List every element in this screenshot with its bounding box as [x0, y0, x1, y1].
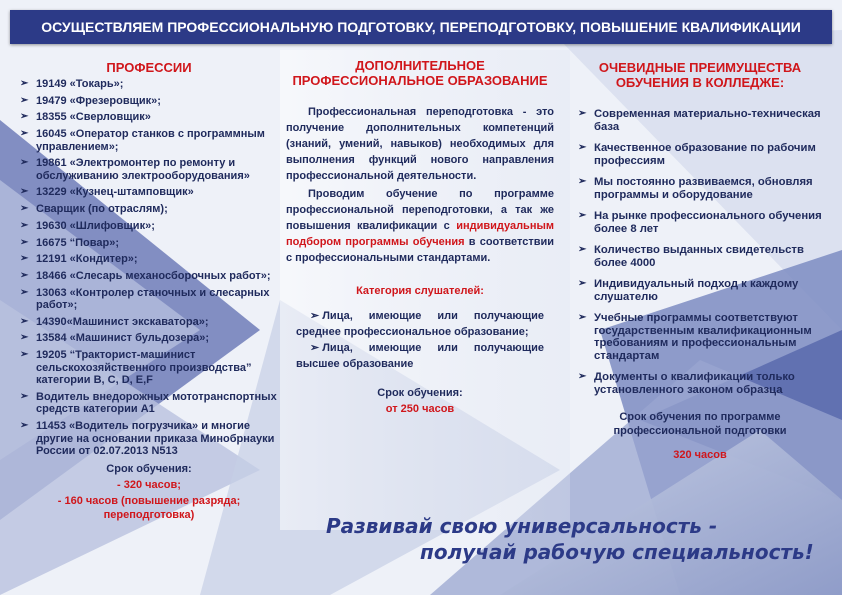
advantages-list [576, 108, 824, 396]
arrow-bullet-icon: ➢ [20, 420, 29, 431]
list-item: ➢ Водитель внедорожных мототранспортных средств категории A1 [20, 390, 277, 416]
page-header: ОСУЩЕСТВЛЯЕМ ПРОФЕССИОНАЛЬНУЮ ПОДГОТОВКУ, ПЕРЕПОДГОТОВКУ, ПОВЫШЕНИЕ КВАЛИФИКАЦИИ [10, 10, 832, 44]
advantages-duration-value: 320 часов [673, 449, 727, 461]
professions-duration-2: - 160 часов (повышение разряда; переподготовка) [57, 494, 241, 521]
list-item: ➢ Мы постоянно развиваемся, обновляя программы и оборудование [578, 176, 813, 201]
advantages-title: ОЧЕВИДНЫЕ ПРЕИМУЩЕСТВА ОБУЧЕНИЯ В КОЛЛЕДЖЕ: [598, 60, 802, 90]
additional-duration-value: от 250 часов [385, 403, 455, 415]
list-item: ➢ 16675 “Повар»; [20, 236, 120, 249]
paragraph-retraining: Профессиональная переподготовка - это получение дополнительных компетенций (знаний, умений, навыков) необходимых для выполнения функций нового направления профессиональной деятельности. [286, 106, 554, 182]
arrow-bullet-icon: ➢ [20, 269, 29, 281]
arrow-bullet-icon: ➢ [20, 315, 29, 327]
arrow-bullet-icon: ➢ [20, 286, 29, 298]
list-item: ➢ 19861 «Электромонтер по ремонту и обслуживанию электрооборудования» [20, 157, 250, 182]
arrow-bullet-icon: ➢ [20, 78, 29, 89]
arrow-bullet-icon: ➢ [20, 349, 29, 361]
arrow-bullet-icon: ➢ [578, 371, 587, 382]
list-item: ➢ Лица, имеющие или получающие высшее образование [296, 342, 544, 370]
additional-education-column [286, 58, 554, 416]
arrow-bullet-icon: ➢ [578, 210, 587, 221]
arrow-bullet-icon: ➢ [578, 278, 587, 289]
list-item: ➢ Сварщик (по отраслям); [20, 203, 168, 216]
slogan-line-2: получай рабочую специальность! [420, 540, 814, 564]
arrow-bullet-icon: ➢ [578, 142, 587, 153]
list-item: ➢ 16045 «Оператор станков с программным управлением»; [20, 128, 265, 153]
list-item: ➢ 13584 «Машинист бульдозера»; [20, 332, 210, 345]
category-title: Категория слушателей: [356, 285, 484, 297]
arrow-bullet-icon: ➢ [578, 312, 587, 323]
professions-duration-label: Срок обучения: [106, 462, 192, 475]
arrow-bullet-icon: ➢ [20, 94, 29, 106]
arrow-bullet-icon: ➢ [310, 342, 320, 354]
list-item: ➢ Документы о квалификации только установленного законом образца [578, 371, 795, 396]
professions-title: ПРОФЕССИИ [106, 60, 192, 75]
list-item: ➢ 11453 «Водитель погрузчика» и многие другие на основании приказа Минобрнауки России от 02.07.2013 N513 [20, 420, 275, 457]
list-item: ➢ На рынке профессионального обучения более 8 лет [578, 210, 822, 235]
arrow-bullet-icon: ➢ [20, 332, 29, 344]
list-item: ➢ 19630 «Шлифовщик»; [20, 219, 155, 232]
arrow-bullet-icon: ➢ [20, 111, 29, 123]
slogan-line-1: Развивай свою универсальность - [326, 514, 718, 538]
list-item: ➢ 19479 «Фрезеровщик»; [20, 94, 161, 107]
advantages-column [576, 60, 824, 462]
professions-column [18, 60, 280, 522]
professions-list [18, 78, 280, 458]
arrow-bullet-icon: ➢ [310, 310, 320, 322]
arrow-bullet-icon: ➢ [20, 186, 29, 198]
arrow-bullet-icon: ➢ [20, 236, 29, 248]
list-item: ➢ Учебные программы соответствуют государственным квалификационным требованиям и профессиональным стандартам [578, 312, 812, 362]
additional-duration-label: Срок обучения: [377, 387, 463, 399]
additional-education-title: ДОПОЛНИТЕЛЬНОЕ ПРОФЕССИОНАЛЬНОЕ ОБРАЗОВАНИЕ [292, 58, 548, 88]
list-item: ➢ 18466 «Слесарь механосборочных работ»; [20, 269, 271, 282]
list-item: ➢ Индивидуальный подход к каждому слушателю [578, 278, 799, 303]
list-item: ➢ Лица, имеющие или получающие среднее профессиональное образование; [296, 310, 544, 338]
list-item: ➢ Современная материально-техническая база [578, 108, 821, 133]
arrow-bullet-icon: ➢ [20, 253, 29, 265]
arrow-bullet-icon: ➢ [20, 203, 29, 215]
professions-duration-1: - 320 часов; [117, 478, 181, 491]
arrow-bullet-icon: ➢ [578, 108, 587, 119]
advantages-duration-label: Срок обучения по программе профессиональной подготовки [613, 411, 787, 437]
arrow-bullet-icon: ➢ [578, 176, 587, 187]
list-item: ➢ Количество выданных свидетельств более 4000 [578, 244, 804, 269]
arrow-bullet-icon: ➢ [20, 390, 29, 402]
arrow-bullet-icon: ➢ [20, 219, 29, 231]
list-item: ➢ 12191 «Кондитер»; [20, 253, 138, 266]
list-item: ➢ 14390«Машинист экскаватора»; [20, 315, 209, 328]
arrow-bullet-icon: ➢ [20, 157, 29, 169]
list-item: ➢ 13063 «Контролер станочных и слесарных работ»; [20, 286, 270, 312]
paragraph-training: Проводим обучение по программе профессиональной переподготовки, а так же повышения квалификации с индивидуальным подбором программы обучения в соответствии с профессиональными стандартами. [286, 188, 554, 264]
arrow-bullet-icon: ➢ [578, 244, 587, 255]
list-item: ➢ 18355 «Сверловщик» [20, 111, 151, 124]
list-item: ➢ Качественное образование по рабочим профессиям [578, 142, 816, 167]
list-item: ➢ 19205 “Тракторист-машинист сельскохозяйственного производства” категории B, C, D, E,F [20, 349, 252, 387]
list-item: ➢ 13229 «Кузнец-штамповщик» [20, 186, 194, 199]
arrow-bullet-icon: ➢ [20, 128, 29, 140]
list-item: ➢ 19149 «Токарь»; [20, 78, 124, 90]
category-list [286, 308, 554, 372]
